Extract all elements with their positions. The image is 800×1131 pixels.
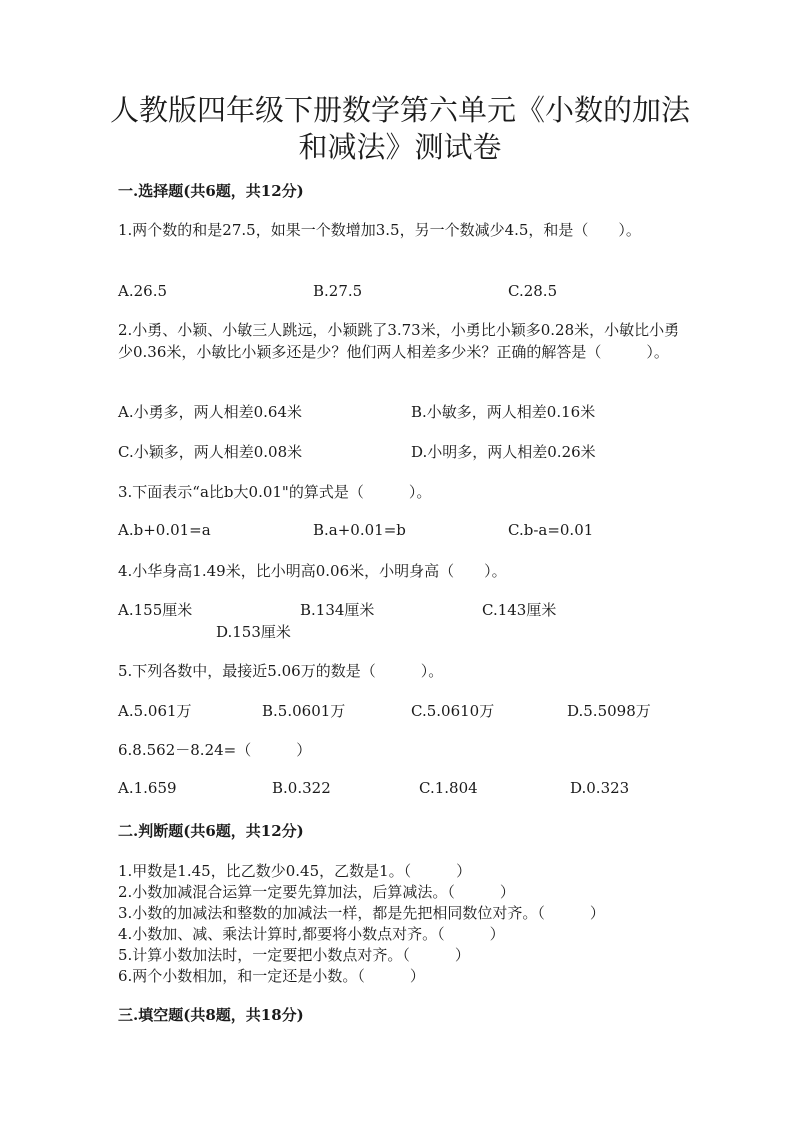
judgement-item-2: 2.小数加减混合运算一定要先算加法，后算减法。（ ） (118, 883, 515, 901)
q3-option-b: B.a+0.01=b (313, 521, 406, 539)
question-1-stem: 1.两个数的和是27.5，如果一个数增加3.5，另一个数减少4.5，和是（ ）。 (118, 221, 641, 239)
section-heading-judgement: 二.判断题(共6题，共12分) (118, 822, 304, 840)
question-3-stem: 3.下面表示“a比b大0.01"的算式是（ ）。 (118, 483, 432, 501)
q2-option-a: A.小勇多，两人相差0.64米 (118, 403, 302, 421)
q5-option-d: D.5.5098万 (567, 702, 651, 720)
q1-option-b: B.27.5 (313, 282, 363, 300)
judgement-item-1: 1.甲数是1.45，比乙数少0.45，乙数是1。（ ） (118, 862, 472, 880)
section-heading-choice: 一.选择题(共6题，共12分) (118, 182, 304, 200)
q5-option-b: B.5.0601万 (262, 702, 346, 720)
q6-option-a: A.1.659 (118, 779, 177, 797)
q4-option-d: D.153厘米 (216, 623, 291, 641)
question-4-stem: 4.小华身高1.49米，比小明高0.06米，小明身高（ ）。 (118, 562, 507, 580)
q4-option-a: A.155厘米 (118, 601, 193, 619)
q1-option-a: A.26.5 (118, 282, 167, 300)
question-6-stem: 6.8.562－8.24=（ ） (118, 741, 312, 759)
question-5-stem: 5.下列各数中，最接近5.06万的数是（ ）。 (118, 662, 444, 680)
q6-option-c: C.1.804 (419, 779, 478, 797)
judgement-item-6: 6.两个小数相加，和一定还是小数。（ ） (118, 967, 425, 985)
q2-option-d: D.小明多，两人相差0.26米 (411, 443, 596, 461)
q2-option-b: B.小敏多，两人相差0.16米 (411, 403, 596, 421)
q1-option-c: C.28.5 (508, 282, 558, 300)
section-heading-fill-in: 三.填空题(共8题，共18分) (118, 1006, 304, 1024)
q3-option-a: A.b+0.01=a (118, 521, 211, 539)
q5-option-a: A.5.061万 (118, 702, 192, 720)
q6-option-d: D.0.323 (570, 779, 630, 797)
page-title: 人教版四年级下册数学第六单元《小数的加法和减法》测试卷 (109, 93, 690, 164)
judgement-item-4: 4.小数加、减、乘法计算时,都要将小数点对齐。（ ） (118, 925, 505, 943)
q4-option-b: B.134厘米 (300, 601, 375, 619)
q6-option-b: B.0.322 (272, 779, 331, 797)
q3-option-c: C.b-a=0.01 (508, 521, 594, 539)
judgement-item-5: 5.计算小数加法时，一定要把小数点对齐。（ ） (118, 946, 470, 964)
judgement-item-3: 3.小数的加减法和整数的加减法一样，都是先把相同数位对齐。（ ） (118, 904, 605, 922)
question-2-stem: 2.小勇、小颖、小敏三人跳远，小颖跳了3.73米，小勇比小颖多0.28米，小敏比小勇少0.36米，小敏比小颖多还是少？他们两人相差多少米？正确的解答是（ ）。 (118, 321, 680, 361)
q2-option-c: C.小颖多，两人相差0.08米 (118, 443, 303, 461)
q5-option-c: C.5.0610万 (411, 702, 495, 720)
q4-option-c: C.143厘米 (482, 601, 557, 619)
